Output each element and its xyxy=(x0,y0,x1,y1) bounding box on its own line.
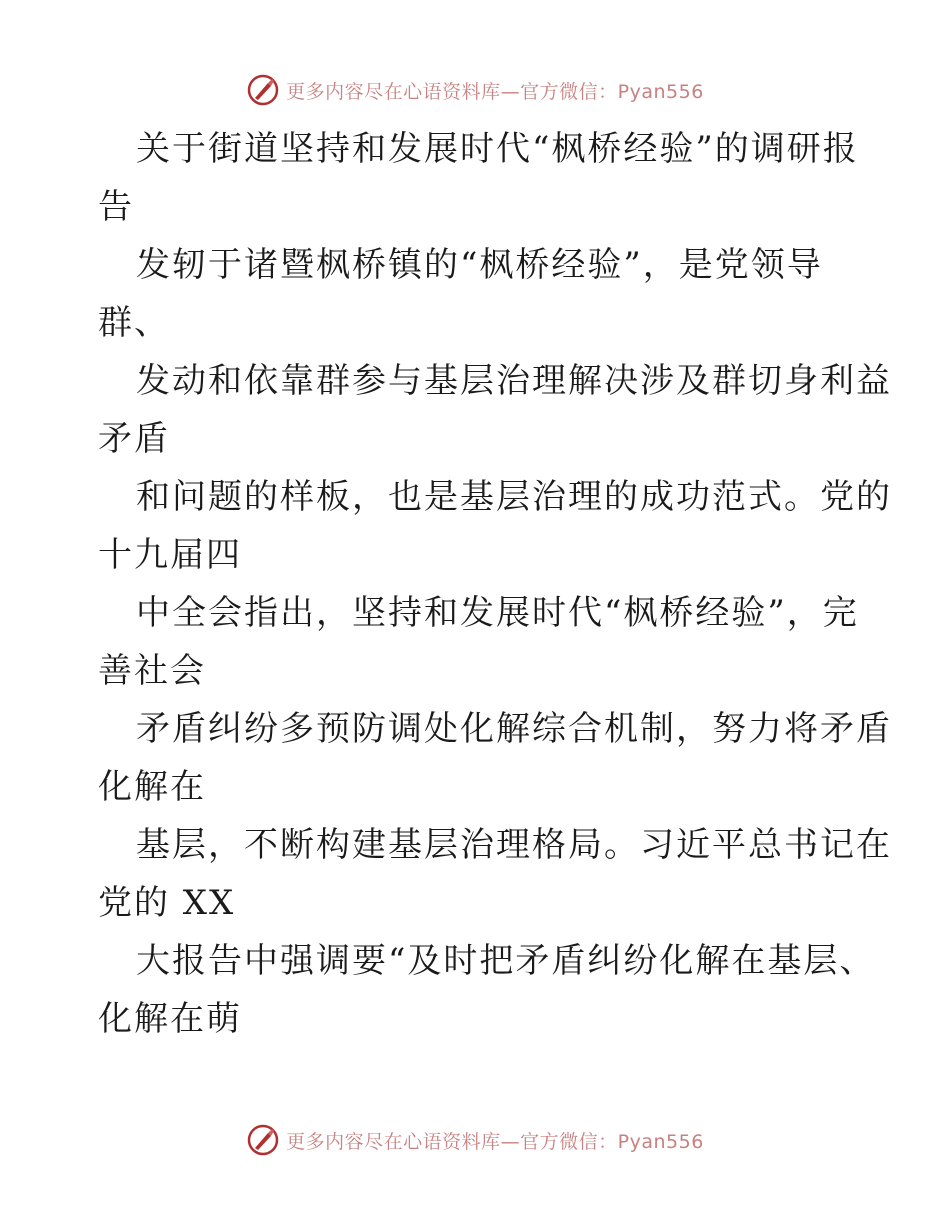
text-line: 善社会 xyxy=(98,651,206,691)
text-line: 十九届四 xyxy=(98,535,242,575)
text-line: 和问题的样板，也是基层治理的成功范式。党的 xyxy=(136,477,892,517)
pen-logo-icon xyxy=(246,73,280,107)
text-line: 群、 xyxy=(98,303,170,343)
text-line: 党的 XX xyxy=(98,883,236,923)
pen-logo-icon xyxy=(246,1123,280,1157)
footer-watermark xyxy=(0,1120,950,1160)
text-line: 矛盾 xyxy=(98,419,170,459)
text-line: 告 xyxy=(98,187,134,227)
text-line: 大报告中强调要“及时把矛盾纠纷化解在基层、 xyxy=(136,941,876,981)
header-watermark xyxy=(0,70,950,110)
text-line: 矛盾纠纷多预防调处化解综合机制，努力将矛盾 xyxy=(136,709,892,749)
watermark-text: 更多内容尽在心语资料库—官方微信：Pyan556 xyxy=(286,1130,704,1153)
text-line: 基层，不断构建基层治理格局。习近平总书记在 xyxy=(136,825,892,865)
text-line: 化解在 xyxy=(98,767,206,807)
text-line: 发动和依靠群参与基层治理解决涉及群切身利益 xyxy=(136,361,892,401)
text-line: 化解在萌 xyxy=(98,999,242,1039)
text-line: 关于街道坚持和发展时代“枫桥经验”的调研报 xyxy=(136,129,859,169)
text-line: 发轫于诸暨枫桥镇的“枫桥经验”，是党领导 xyxy=(136,245,823,285)
text-line: 中全会指出，坚持和发展时代“枫桥经验”，完 xyxy=(136,593,859,633)
watermark-text: 更多内容尽在心语资料库—官方微信：Pyan556 xyxy=(286,80,704,103)
document-body xyxy=(98,120,892,1048)
